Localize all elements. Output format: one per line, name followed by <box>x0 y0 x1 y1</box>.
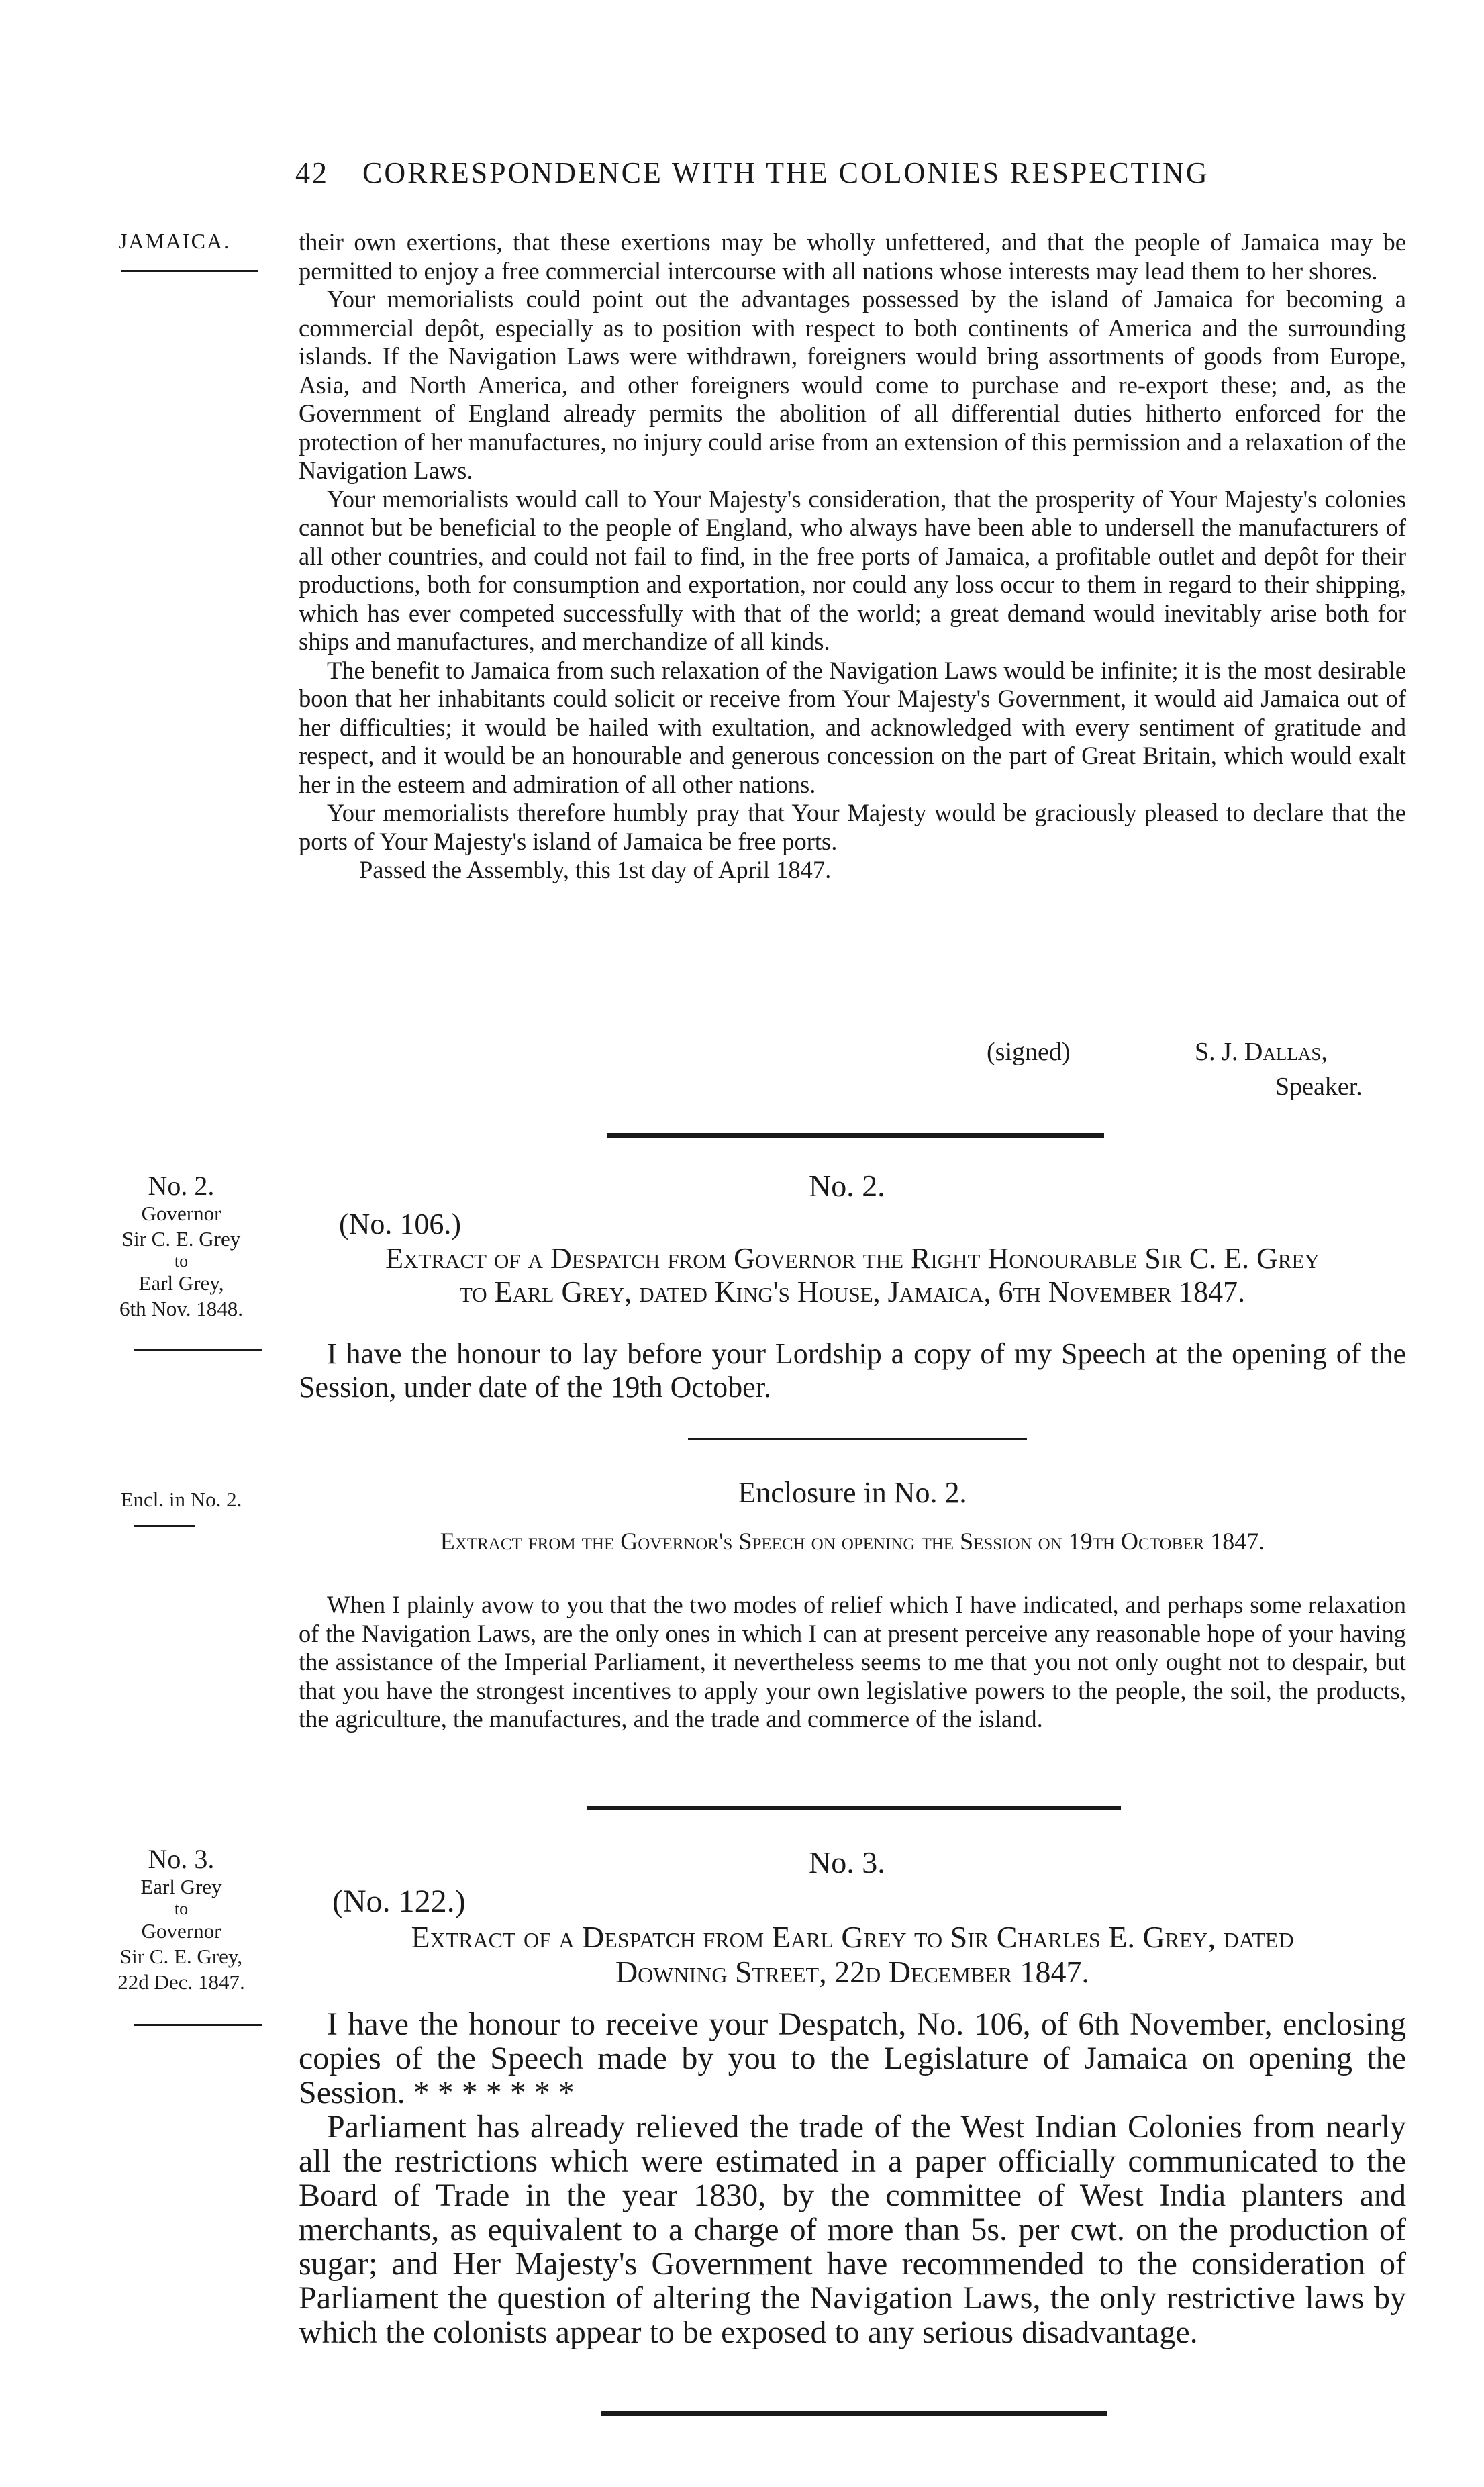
running-head-title: CORRESPONDENCE WITH THE COLONIES RESPECTING <box>362 156 1209 189</box>
no2-paragraph: I have the honour to lay before your Lordship a copy of my Speech at the opening of the Session, under date of the 19th October. <box>299 1337 1406 1404</box>
margin-no2-line: to <box>174 1251 189 1271</box>
margin-no3-line: Earl Grey <box>140 1875 222 1898</box>
margin-section-label: JAMAICA. <box>118 229 231 253</box>
no3-title-line: Downing Street, 22d December 1847. <box>615 1955 1090 1989</box>
page-number: 42 <box>295 156 329 189</box>
no3-title-line: Extract of a Despatch from Earl Grey to Sir Charles E. Grey, dated <box>411 1920 1294 1954</box>
no3-heading: No. 3. <box>809 1845 885 1880</box>
no2-heading: No. 2. <box>809 1169 885 1203</box>
encl-paragraph: When I plainly avow to you that the two modes of relief which I have indicated, and perhaps some relaxation of the Navigation Laws, are the only ones in which I can at present perceive any reasonable hope of your having the assistance of the Imperial Parliament, it nevertheless seems to me that you not only ought not to despair, but that you have the strongest incentives to apply your own legislative powers to the people, the soil, the products, the agriculture, the manufactures, and the trade and commerce of the island. <box>299 1591 1406 1733</box>
no3-paragraph: I have the honour to receive your Despatch, No. 106, of 6th November, enclosing copies of the Speech made by you to the Legislature of Jamaica on opening the Session. * * * * * * * <box>299 2006 1406 2110</box>
margin-no2-num: No. 2. <box>148 1171 215 1201</box>
margin-no2-line: Sir C. E. Grey <box>121 1227 241 1251</box>
no3-title <box>299 1920 1406 1990</box>
memorial-text <box>299 228 1406 885</box>
passed-line: Passed the Assembly, this 1st day of April 1847. <box>359 856 832 883</box>
memorial-paragraph: their own exertions, that these exertions may be wholly unfettered, and that the people of Jamaica may be permitted to enjoy a free commercial intercourse with all nations whose interests may lead them to her shores. <box>299 228 1406 285</box>
margin-no2 <box>81 1171 282 1322</box>
encl-subtitle: Extract from the Governor's Speech on opening the Session on 19th October 1847. <box>440 1528 1265 1555</box>
margin-encl: Encl. in No. 2. <box>120 1488 242 1511</box>
section-divider <box>587 1806 1121 1810</box>
memorial-paragraph: The benefit to Jamaica from such relaxation of the Navigation Laws would be infinite; it is the most desirable boon that her inhabitants could solicit or receive from Your Majesty's Government, it would aid Jamaica out of her difficulties; it would be hailed with exultation, and acknowledged with every sentiment of gratitude and respect, and it would be an honourable and generous concession on the part of Great Britain, which would exalt her in the esteem and admiration of all other nations. <box>299 656 1406 798</box>
memorial-paragraph: Your memorialists therefore humbly pray that Your Majesty would be graciously pleased to declare that the ports of Your Majesty's island of Jamaica be free ports. <box>299 799 1406 855</box>
memorial-paragraph: Your memorialists could point out the advantages possessed by the island of Jamaica for becoming a commercial depôt, especially as to position with respect to both continents of America and the surrounding islands. If the Navigation Laws were withdrawn, foreigners would bring assortments of goods from Europe, Asia, and North America, and other foreigners would come to purchase and re-export these; and, as the Government of England already permits the abolition of all differential duties hitherto enforced for the protection of her manufactures, no injury could arise from an extension of this permission and a relaxation of the Navigation Laws. <box>299 285 1406 484</box>
margin-rule <box>134 1349 262 1351</box>
margin-no3-line: Sir C. E. Grey, <box>119 1945 243 1968</box>
no2-title <box>299 1242 1406 1309</box>
margin-no3 <box>81 1845 282 1995</box>
signer-name: S. J. Dallas, <box>1195 1038 1328 1066</box>
margin-no2-line: Earl Grey, <box>138 1271 224 1295</box>
margin-no2-line: Governor <box>141 1202 221 1225</box>
margin-no2-line: 6th Nov. 1848. <box>119 1297 243 1320</box>
no3-paragraph: Parliament has already relieved the trade of the West Indian Colonies from nearly all the restrictions which were estimated in a paper officially communicated to the Board of Trade in the year 1830, by the committee of West India planters and merchants, as equivalent to a charge of more than 5s. per cwt. on the production of sugar; and Her Majesty's Government have recommended to the consideration of Parliament the question of altering the Navigation Laws, the only restrictive laws by which the colonists appear to be exposed to any serious disadvantage. <box>299 2109 1406 2350</box>
margin-no3-num: No. 3. <box>148 1844 215 1874</box>
no2-ref: (No. 106.) <box>339 1208 462 1240</box>
section-divider <box>607 1133 1104 1138</box>
margin-no3-line: 22d Dec. 1847. <box>117 1970 245 1994</box>
no2-title-line: to Earl Grey, dated King's House, Jamaica, 6th November 1847. <box>459 1275 1246 1308</box>
encl-body <box>299 1591 1406 1734</box>
margin-rule <box>121 270 258 272</box>
margin-rule <box>134 2024 262 2026</box>
section-divider <box>688 1438 1027 1440</box>
encl-heading: Enclosure in No. 2. <box>738 1476 967 1509</box>
no3-body <box>299 2007 1406 2349</box>
signer-title: Speaker. <box>1275 1073 1363 1101</box>
margin-no3-line: Governor <box>141 1919 221 1943</box>
running-head <box>295 156 1396 190</box>
no3-ref: (No. 122.) <box>332 1884 466 1919</box>
margin-no3-line: to <box>174 1899 189 1918</box>
section-divider <box>601 2411 1107 2416</box>
no2-body <box>299 1337 1406 1404</box>
margin-rule <box>134 1525 195 1527</box>
memorial-paragraph: Your memorialists would call to Your Majesty's consideration, that the prosperity of Your Majesty's colonies cannot but be beneficial to the people of England, who always have been able to undersell the manufacturers of all other countries, and could not fail to find, in the free ports of Jamaica, a profitable outlet and depôt for their productions, both for consumption and exportation, nor could any loss occur to them in regard to their shipping, which has ever competed successfully with that of the world; a great demand would inevitably arise both for ships and manufactures, and merchandize of all kinds. <box>299 485 1406 655</box>
no2-title-line: Extract of a Despatch from Governor the Right Honourable Sir C. E. Grey <box>385 1242 1320 1275</box>
signed-label: (signed) <box>987 1038 1071 1066</box>
